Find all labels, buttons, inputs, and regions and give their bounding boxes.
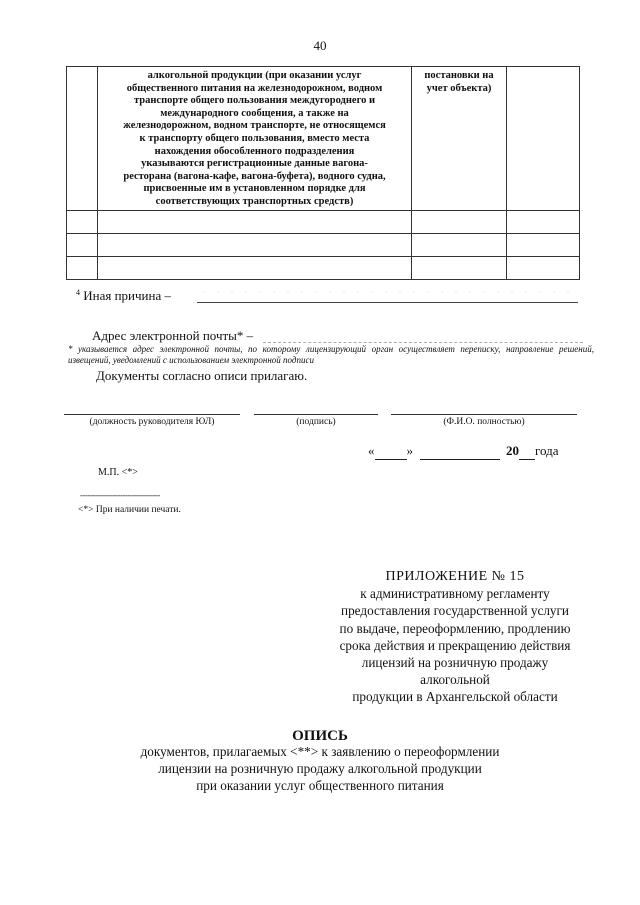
appendix-line: к административному регламенту (360, 586, 550, 602)
table-cell-description (98, 67, 412, 211)
year-prefix: 20 (506, 443, 519, 458)
text-line: ресторана (вагона-кафе, вагона-буфета), водного судна, (123, 170, 386, 182)
text-line: общественного питания на железнодорожном, водном (126, 82, 383, 94)
email-field[interactable] (263, 342, 583, 343)
table-cell-extra[interactable] (507, 233, 580, 256)
other-reason-label (76, 288, 171, 304)
documents-attached-text: Документы согласно описи прилагаю. (96, 368, 308, 383)
table-row (67, 67, 580, 211)
table-row (67, 233, 580, 256)
signature-field[interactable] (254, 414, 378, 415)
table-cell-extra[interactable] (507, 256, 580, 279)
table-row (67, 210, 580, 233)
full-name-field[interactable] (391, 414, 577, 415)
email-label: Адрес электронной почты* – (92, 328, 254, 343)
table-cell-registration (412, 67, 507, 211)
position-caption: (должность руководителя ЮЛ) (89, 417, 215, 427)
date-open-quote: « (368, 443, 375, 458)
table-cell-description[interactable] (98, 210, 412, 233)
date-close-quote: » (406, 443, 413, 458)
table-cell-number[interactable] (67, 256, 98, 279)
other-reason-text: Иная причина – (83, 288, 171, 303)
stamp-footnote: <*> При наличии печати. (78, 505, 181, 515)
page-number: 40 (313, 38, 327, 53)
text-line: постановки на (424, 70, 494, 81)
other-reason-dots (197, 288, 578, 296)
position-field[interactable] (64, 414, 240, 415)
table-cell-extra[interactable] (507, 210, 580, 233)
table-cell-number[interactable] (67, 233, 98, 256)
appendix-line: алкогольной (420, 672, 490, 688)
month-blank[interactable] (420, 443, 500, 460)
table-cell-description[interactable] (98, 256, 412, 279)
text-line: алкогольной продукции (при оказании услуг (147, 70, 362, 81)
appendix-line: по выдаче, переоформлению, продлению (339, 620, 571, 636)
table-cell-registration[interactable] (412, 210, 507, 233)
text-line: железнодорожном, водном транспорте, не относящемся (123, 120, 386, 132)
text-line: соответствующих транспортных средств) (155, 195, 354, 207)
email-note: * указывается адрес электронной почты, по которому лицензирующий орган осуществляет переписку, направление решений, извещений, уведомлений с использованием электронной подписи (68, 344, 594, 365)
appendix-line: срока действия и прекращению действия (339, 637, 571, 653)
opis-line: документов, прилагаемых <**> к заявлению о переоформлении (140, 744, 500, 759)
objects-table (66, 66, 580, 280)
text-line: присвоенные им в установленном порядке для (143, 183, 366, 195)
appendix-line: лицензий на розничную продажу (361, 655, 549, 671)
opis-subtitle (100, 743, 540, 794)
table-row (67, 256, 580, 279)
text-line: учет объекта) (426, 82, 492, 94)
table-cell-extra (507, 67, 580, 211)
text-line: международного сообщения, а также на (160, 107, 349, 119)
appendix-title: ПРИЛОЖЕНИЕ № 15 (385, 569, 525, 584)
text-line: указываются регистрационные данные вагона- (141, 158, 368, 170)
signature-caption: (подпись) (296, 417, 336, 427)
appendix-line: предоставления государственной услуги (341, 603, 569, 619)
full-name-caption: (Ф.И.О. полностью) (443, 417, 525, 427)
text-line: транспорте общего пользования междугороднего и (134, 95, 375, 107)
footnote-divider: -------------------------------- (80, 490, 160, 500)
table-cell-registration[interactable] (412, 256, 507, 279)
opis-title: ОПИСЬ (292, 728, 348, 744)
table-cell-description[interactable] (98, 233, 412, 256)
text-line: нахождения обособленного подразделения (154, 145, 355, 157)
opis-line: при оказании услуг общественного питания (196, 778, 444, 793)
appendix-line: продукции в Архангельской области (352, 689, 558, 705)
stamp-label: М.П. <*> (98, 467, 138, 478)
table-cell-registration[interactable] (412, 233, 507, 256)
day-blank[interactable] (375, 443, 407, 460)
footnote-mark: 4 (76, 288, 80, 297)
year-suffix: года (535, 443, 559, 458)
appendix-header (320, 568, 590, 706)
table-cell-number (67, 67, 98, 211)
table-cell-number[interactable] (67, 210, 98, 233)
other-reason-field[interactable] (197, 302, 578, 303)
opis-line: лицензии на розничную продажу алкогольной продукции (158, 761, 482, 776)
date-field[interactable] (368, 443, 559, 460)
text-line: к транспорту общего пользования, вместо места (139, 132, 370, 144)
year-blank[interactable] (519, 443, 535, 460)
